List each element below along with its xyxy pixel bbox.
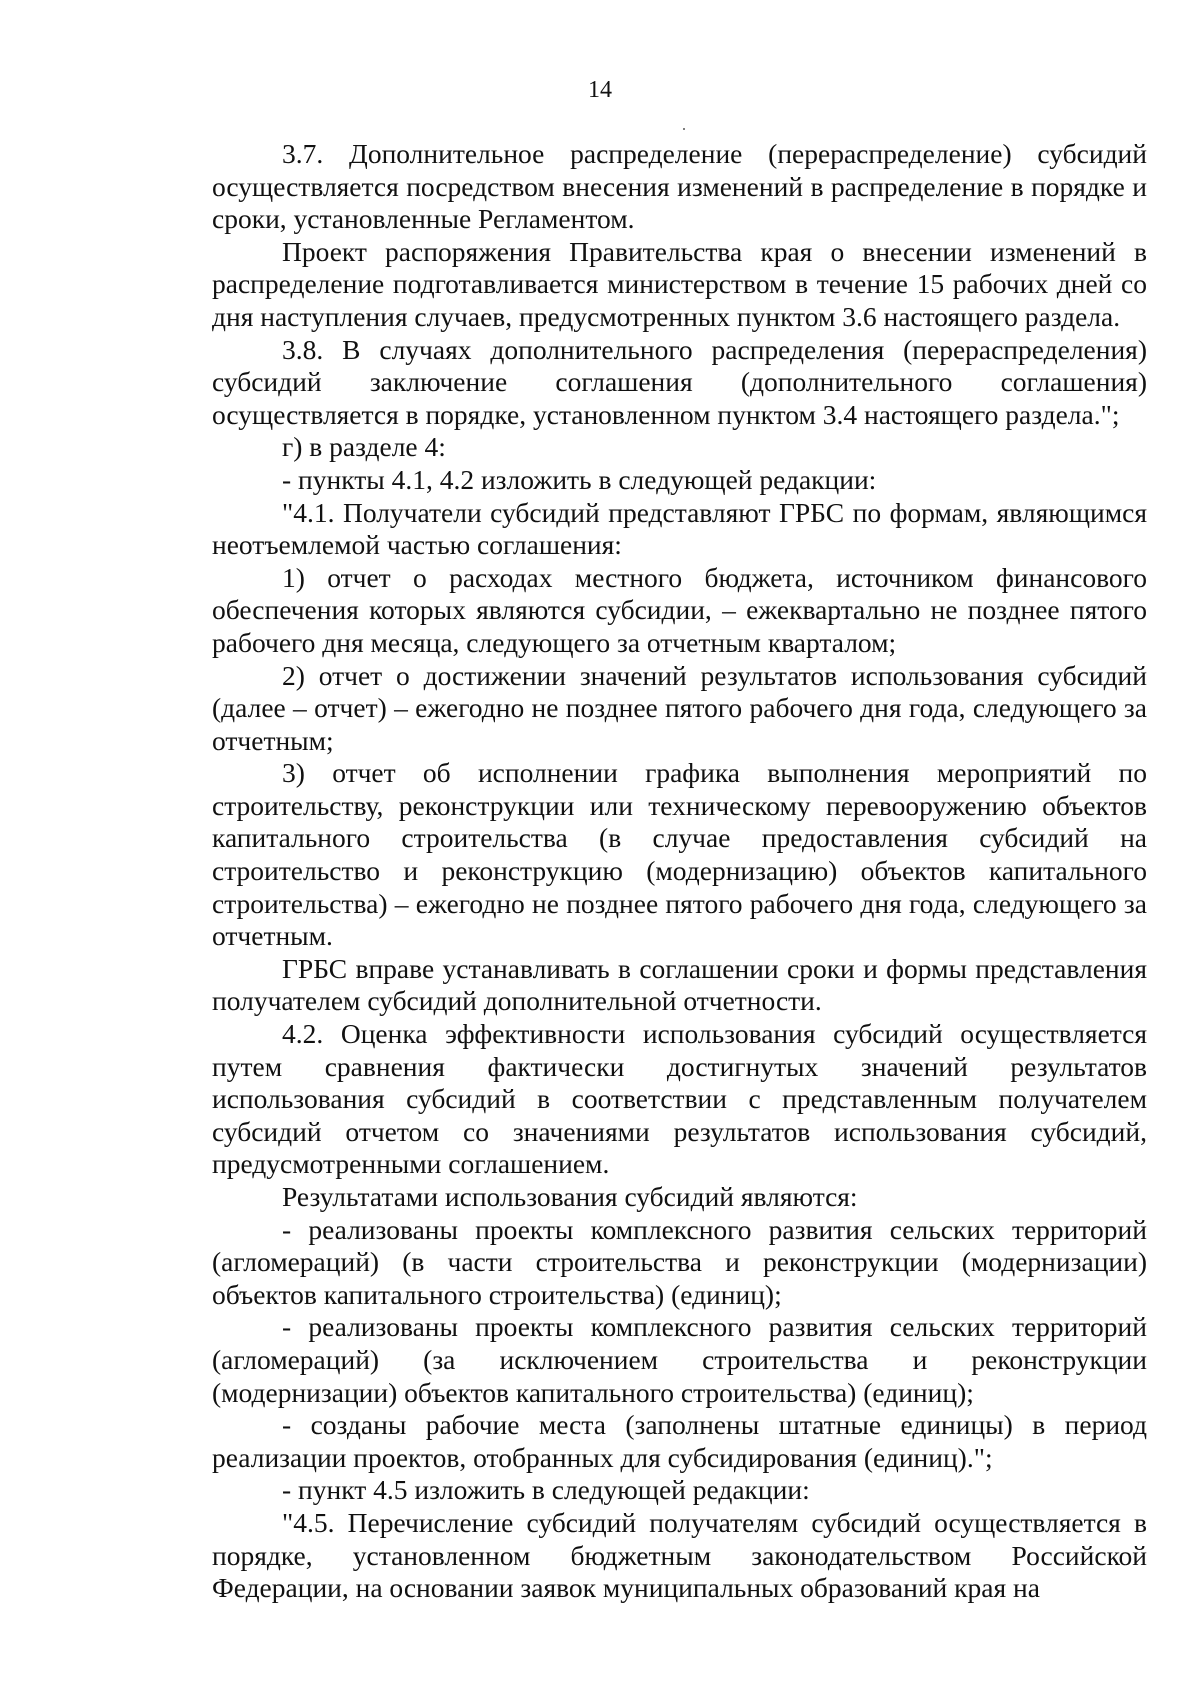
- paragraph-17: "4.5. Перечисление субсидий получателям субсидий осуществляется в порядке, установленном бюджетным законодательством Российской Федерации, на основании заявок муниципальных образований края на: [212, 1506, 1147, 1604]
- paragraph-7: 1) отчет о расходах местного бюджета, источником финансового обеспечения которых являются субсидии, – ежеквартально не позднее пятого рабочего дня месяца, следующего за отчетным кварталом;: [212, 561, 1147, 658]
- scan-speck: [683, 128, 685, 130]
- page-number: 14: [588, 77, 612, 103]
- paragraph-9: 3) отчет об исполнении графика выполнения мероприятий по строительству, реконструкции или техническому перевооружению объектов капитального строительства (в случае предоставления субсидий на строительство и реконструкцию (модернизацию) объектов капитального строительства) – ежегодно не позднее пятого рабочего дня года, следующего за отчетным.: [212, 757, 1147, 952]
- paragraph-2: Проект распоряжения Правительства края о внесении изменений в распределение подготавливается министерством в течение 15 рабочих дней со дня наступления случаев, предусмотренных пунктом 3.6 настоящего раздела.: [212, 235, 1147, 332]
- paragraph-14: - реализованы проекты комплексного развития сельских территорий (агломераций) (за исключением строительства и реконструкции (модернизации) объектов капитального строительства) (единиц);: [212, 1311, 1147, 1408]
- paragraph-11: 4.2. Оценка эффективности использования субсидий осуществляется путем сравнения фактически достигнутых значений результатов использования субсидий в соответствии с представленным получателем субсидий отчетом со значениями результатов использования субсидий, предусмотренными соглашением.: [212, 1018, 1147, 1180]
- paragraph-3: 3.8. В случаях дополнительного распределения (перераспределения) субсидий заключение соглашения (дополнительного соглашения) осуществляется в порядке, установленном пунктом 3.4 настоящего раздела.";: [212, 333, 1147, 430]
- paragraph-13: - реализованы проекты комплексного развития сельских территорий (агломераций) (в части строительства и реконструкции (модернизации) объектов капитального строительства) (единиц);: [212, 1213, 1147, 1310]
- paragraph-10: ГРБС вправе устанавливать в соглашении сроки и формы представления получателем субсидий дополнительной отчетности.: [212, 952, 1147, 1017]
- paragraph-1: 3.7. Дополнительное распределение (перераспределение) субсидий осуществляется посредством внесения изменений в распределение в порядке и сроки, установленные Регламентом.: [212, 138, 1147, 235]
- paragraph-15: - созданы рабочие места (заполнены штатные единицы) в период реализации проектов, отобранных для субсидирования (единиц).";: [212, 1409, 1147, 1473]
- paragraph-5: - пункты 4.1, 4.2 изложить в следующей редакции:: [282, 463, 877, 495]
- document-body: [212, 138, 1147, 1605]
- paragraph-6: "4.1. Получатели субсидий представляют ГРБС по формам, являющимся неотъемлемой частью соглашения:: [212, 496, 1147, 561]
- paragraph-12: Результатами использования субсидий являются:: [282, 1181, 858, 1212]
- paragraph-16: - пункт 4.5 изложить в следующей редакции:: [282, 1474, 810, 1506]
- paragraph-4: г) в разделе 4:: [282, 431, 446, 463]
- paragraph-8: 2) отчет о достижении значений результатов использования субсидий (далее – отчет) – ежегодно не позднее пятого рабочего дня года, следующего за отчетным;: [212, 659, 1147, 756]
